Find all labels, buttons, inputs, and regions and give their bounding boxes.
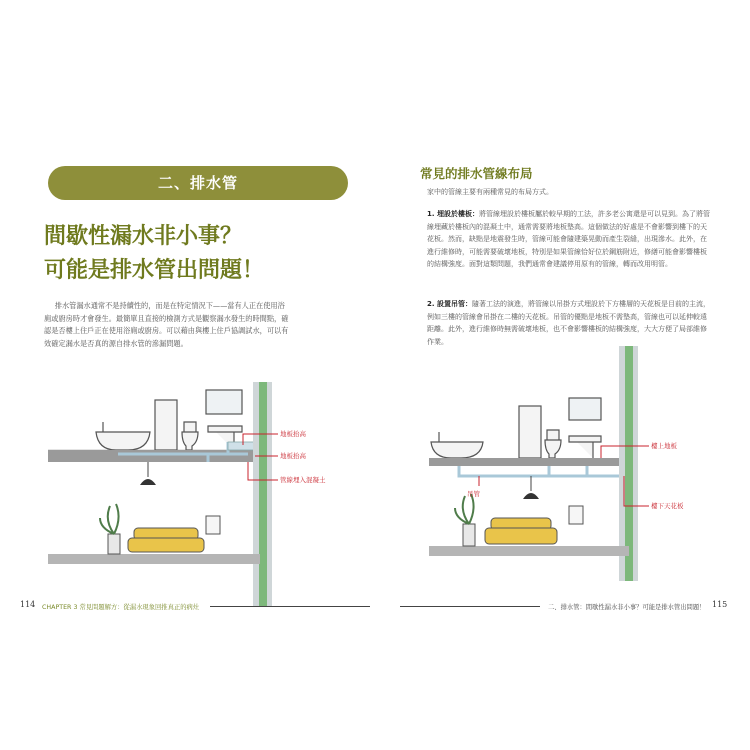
sink-icon — [569, 436, 601, 458]
toilet-icon — [182, 422, 198, 450]
item-body: 將管線埋設於樓板屬於較早期的工法，許多老公寓還是可以見到。為了將管線埋藏於樓板內的混凝土中，通常需要將地板墊高。這個做法的好處是不會影響到樓下的天花板。然而，缺點是地震發生時，管線可能會隨建築晃動而產生裂縫，出現滲水。此外，在進行維修時，可能需要破壞地板，特別是如果管線恰好位於鋼筋附近，修繕可能會影響樓板的結構強度。面對這類問題，我們通常會建議停用原有的管線，轉而改用明管。 — [427, 210, 710, 268]
footer-rule-right — [400, 606, 540, 607]
bathtub-icon — [96, 432, 150, 450]
vertical-drain-stack — [259, 382, 267, 607]
page-number-right: 115 — [712, 600, 728, 609]
plant-icon — [463, 524, 475, 546]
running-head-right: 二、排水管：間歇性漏水非小事？可能是排水管出問題！ — [548, 604, 706, 611]
item-body: 隨著工法的演進，將管線以吊掛方式埋設於下方樓層的天花板是目前的主流，例如三樓的管線會吊掛在二樓的天花板。吊管的優點是地板不需墊高，管線也可以延伸較遠距離。此外，進行維修時無需破壞地板，也不會影響樓板的結構強度，大大方便了局部維修作業。 — [427, 300, 710, 346]
toilet-icon — [545, 430, 561, 458]
callout-label: 樓上地板 — [651, 442, 677, 450]
lamp-icon — [140, 479, 156, 485]
right-page-title: 常見的排水管線布局 — [420, 166, 533, 181]
item-heading: 2. 設置吊管： — [427, 300, 472, 308]
headline — [44, 220, 264, 288]
right-page — [395, 150, 730, 620]
item-2 — [427, 298, 712, 348]
right-intro: 家中的管線主要有兩種常見的布局方式。 — [427, 188, 553, 196]
callout-label: 樓下天花板 — [651, 502, 684, 510]
item-heading: 1. 埋設於樓板： — [427, 210, 479, 218]
floor-embedded-pipe-illustration — [48, 382, 348, 607]
page-number-left: 114 — [20, 600, 36, 609]
headline-line-2: 可能是排水管出問題！ — [44, 258, 265, 283]
floor-slab — [429, 458, 629, 466]
section-label-pill: 二、排水管 — [48, 166, 348, 200]
item-1 — [427, 208, 712, 271]
hanging-pipe-illustration — [419, 346, 719, 581]
callout-label: 地板抬高 — [280, 430, 306, 438]
lamp-icon — [523, 493, 539, 499]
bathtub-icon — [431, 442, 483, 458]
plant-icon — [108, 534, 120, 554]
left-page — [20, 150, 355, 620]
picture-frame-icon — [569, 506, 583, 524]
callout-label: 吊管 — [467, 490, 480, 498]
shower-icon — [519, 406, 541, 458]
headline-line-1: 間歇性漏水非小事？ — [44, 224, 243, 249]
vertical-drain-stack — [625, 346, 633, 581]
hanging-pipe — [459, 466, 629, 476]
shower-icon — [155, 400, 177, 450]
callout-label: 地板抬高 — [280, 452, 306, 460]
callout-label: 管線埋入混凝土 — [280, 476, 326, 484]
running-head-left: CHAPTER 3 常見問題解方：從漏水現象回推真正的病灶 — [42, 604, 200, 611]
intro-paragraph: 排水管漏水通常不是持續性的，而是在特定情況下——當有人正在使用浴廁或廚房時才會發生。最簡單且直接的檢測方式是觀察漏水發生的時間點，確認是否樓上住戶正在使用浴廁或廚房。可以藉由與樓上住戶協調試水，可以有效確定漏水是否真的源自排水管的滲漏問題。 — [44, 301, 289, 348]
footer-rule-left — [210, 606, 370, 607]
mirror-icon — [206, 390, 242, 414]
picture-frame-icon — [206, 516, 220, 534]
mirror-icon — [569, 398, 601, 420]
